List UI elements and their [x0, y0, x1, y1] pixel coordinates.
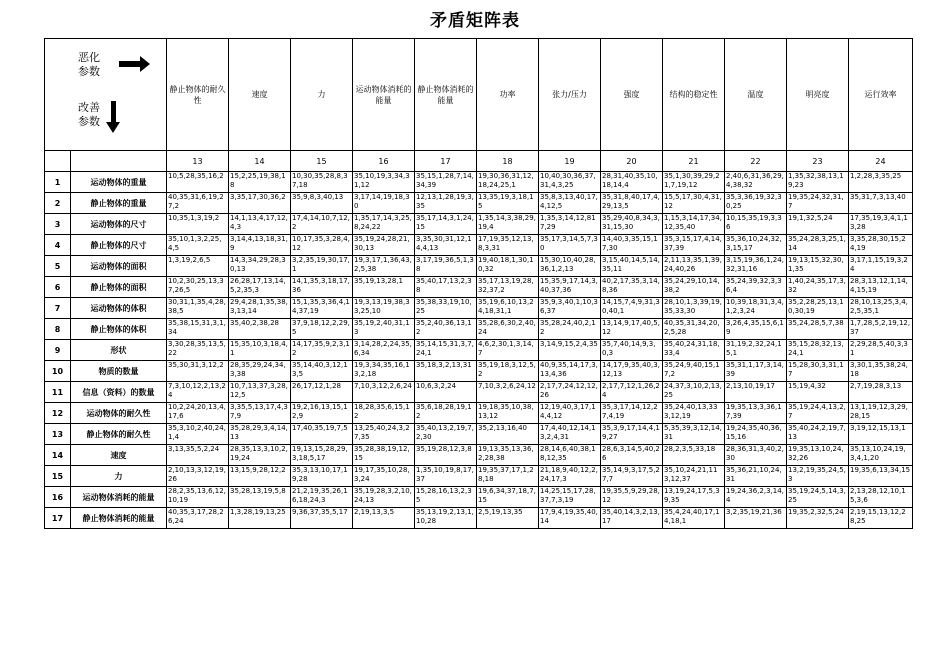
row-number: 3: [45, 214, 71, 235]
matrix-cell: 19,35,13,10,24,32,26: [787, 445, 849, 466]
matrix-cell: 15,28,30,3,31,17: [787, 361, 849, 382]
matrix-cell: 35,19,24,4,13,2,7: [787, 403, 849, 424]
matrix-cell: 3,15,19,36,1,24,32,31,16: [725, 256, 787, 277]
matrix-cell: 35,28,13,19,5,8: [229, 487, 291, 508]
matrix-cell: 10,39,18,31,3,4,1,2,3,24: [725, 298, 787, 319]
matrix-cell: 1,2,28,3,35,25: [849, 172, 913, 193]
matrix-cell: 35,10,1,3,2,25,4,5: [167, 235, 229, 256]
matrix-cell: 28,3,13,12,1,14,4,15,19: [849, 277, 913, 298]
column-number: 17: [415, 151, 477, 172]
parameter-name: 静止物体的重量: [71, 193, 167, 214]
row-number: 4: [45, 235, 71, 256]
matrix-cell: 35,14,15,31,3,7,24,1: [415, 340, 477, 361]
table-row: [45, 298, 913, 319]
row-number: 8: [45, 319, 71, 340]
matrix-cell: 35,31,8,40,17,4,29,13,5: [601, 193, 663, 214]
matrix-cell: 19,40,18,1,30,10,32: [477, 256, 539, 277]
matrix-cell: 13,25,40,24,3,27,35: [353, 424, 415, 445]
matrix-cell: 19,2,16,13,15,12,9: [291, 403, 353, 424]
matrix-cell: 35,10,19,3,34,31,12: [353, 172, 415, 193]
matrix-cell: 2,13,28,12,10,15,3,6: [849, 487, 913, 508]
matrix-cell: 35,19,13,28,1: [353, 277, 415, 298]
matrix-cell: 3,13,35,5,2,24: [167, 445, 229, 466]
matrix-cell: 35,14,40,3,12,13,5: [291, 361, 353, 382]
matrix-cell: 35,19,24,5,14,3,25: [787, 487, 849, 508]
improve-label: 改善 参数: [78, 101, 100, 128]
matrix-cell: 2,10,13,3,12,19,26: [167, 466, 229, 487]
matrix-cell: 35,24,28,3,25,1,14: [787, 235, 849, 256]
row-number: 16: [45, 487, 71, 508]
worsen-label: 恶化 参数: [78, 51, 100, 78]
matrix-cell: 35,24,28,5,7,38: [787, 319, 849, 340]
column-number: 23: [787, 151, 849, 172]
matrix-cell: 3,35,30,31,12,14,4,13: [415, 235, 477, 256]
matrix-cell: 35,3,36,19,32,30,25: [725, 193, 787, 214]
matrix-cell: 35,24,40,13,333,12,19: [663, 403, 725, 424]
matrix-cell: 17,4,40,12,14,13,2,4,31: [539, 424, 601, 445]
matrix-cell: 14,3,34,29,28,30,13: [229, 256, 291, 277]
matrix-cell: 1,3,19,2,6,5: [167, 256, 229, 277]
matrix-cell: 35,19,18,3,12,5,2: [477, 361, 539, 382]
matrix-cell: 19,13,35,13,36,2,28,38: [477, 445, 539, 466]
matrix-cell: 4,6,2,30,1,3,14,7: [477, 340, 539, 361]
row-number: 12: [45, 403, 71, 424]
matrix-cell: 2,17,7,12,1,26,24: [601, 382, 663, 403]
matrix-cell: 35,28,38,19,12,15: [353, 445, 415, 466]
matrix-cell: 15,5,17,30,4,31,12: [663, 193, 725, 214]
matrix-cell: 35,3,15,17,4,14,37,39: [663, 235, 725, 256]
matrix-cell: 37,9,18,12,2,29,5: [291, 319, 353, 340]
table-row: [45, 403, 913, 424]
matrix-cell: 9,36,37,35,5,17: [291, 508, 353, 529]
table-row: [45, 235, 913, 256]
matrix-cell: 2,19,15,13,12,28,25: [849, 508, 913, 529]
matrix-cell: 1,15,3,14,17,34,12,35,40: [663, 214, 725, 235]
matrix-cell: 13,19,24,17,5,39,35: [663, 487, 725, 508]
matrix-cell: 1,35,32,38,13,19,23: [787, 172, 849, 193]
matrix-cell: 19,35,6,13,34,15: [849, 466, 913, 487]
matrix-cell: 2,40,6,31,36,29,4,38,32: [725, 172, 787, 193]
row-number: 2: [45, 193, 71, 214]
row-number: 15: [45, 466, 71, 487]
matrix-cell: 14,1,13,4,17,12,4,3: [229, 214, 291, 235]
parameter-name: 速度: [71, 445, 167, 466]
matrix-cell: 3,30,28,35,13,5,22: [167, 340, 229, 361]
column-header: 张力/压力: [539, 39, 601, 151]
matrix-cell: 35,15,28,32,13,24,1: [787, 340, 849, 361]
matrix-cell: 35,40,24,2,19,7,13: [787, 424, 849, 445]
matrix-cell: 35,10,24,21,113,12,37: [663, 466, 725, 487]
row-number: 1: [45, 172, 71, 193]
matrix-cell: 21,18,9,40,12,2,24,17,3: [539, 466, 601, 487]
matrix-cell: 10,2,24,20,13,4,17,6: [167, 403, 229, 424]
matrix-cell: 1,40,24,35,17,3,32: [787, 277, 849, 298]
matrix-cell: 19,3,13,19,38,33,25,10: [353, 298, 415, 319]
matrix-cell: 14,25,15,17,28,37,7,3,19: [539, 487, 601, 508]
matrix-cell: 35,19,24,28,21,30,13: [353, 235, 415, 256]
matrix-cell: 3,35,17,30,36,2: [229, 193, 291, 214]
column-header: 明亮度: [787, 39, 849, 151]
matrix-cell: 3,30,1,35,38,24,18: [849, 361, 913, 382]
matrix-cell: 35,19,6,10,13,24,18,31,1: [477, 298, 539, 319]
column-number-row: [45, 151, 913, 172]
matrix-cell: 15,35,9,17,14,3,40,37,36: [539, 277, 601, 298]
matrix-cell: 3,26,4,35,15,6,19: [725, 319, 787, 340]
column-number: 13: [167, 151, 229, 172]
matrix-cell: 28,6,3,14,5,40,26: [601, 445, 663, 466]
matrix-cell: 2,29,28,5,40,3,31: [849, 340, 913, 361]
matrix-cell: 14,17,35,9,2,3,12: [291, 340, 353, 361]
table-row: [45, 193, 913, 214]
matrix-cell: 28,10,1,3,39,19,35,33,30: [663, 298, 725, 319]
matrix-cell: 26,17,12,1,28: [291, 382, 353, 403]
matrix-cell: 19,1,32,5,24: [787, 214, 849, 235]
parameter-name: 运动物体消耗的能量: [71, 487, 167, 508]
table-row: [45, 445, 913, 466]
matrix-cell: 2,7,19,28,3,13: [849, 382, 913, 403]
matrix-cell: 19,24,35,40,36,15,16: [725, 424, 787, 445]
table-row: [45, 424, 913, 445]
column-header: 力: [291, 39, 353, 151]
matrix-cell: 35,28,6,30,2,40,24: [477, 319, 539, 340]
matrix-cell: 2,17,7,24,12,12,26: [539, 382, 601, 403]
matrix-cell: 3,17,1,15,19,3,24: [849, 256, 913, 277]
matrix-cell: 7,3,10,12,2,13,24: [167, 382, 229, 403]
header-row: [45, 39, 913, 151]
matrix-cell: 15,1,35,3,36,4,14,37,19: [291, 298, 353, 319]
parameter-name: 信息（资料）的数量: [71, 382, 167, 403]
matrix-cell: 3,14,28,2,24,35,6,34: [353, 340, 415, 361]
matrix-cell: 10,40,30,36,37,31,4,3,25: [539, 172, 601, 193]
matrix-cell: 35,2,40,36,13,12: [415, 319, 477, 340]
matrix-cell: 35,13,10,24,19,3,4,1,20: [849, 445, 913, 466]
matrix-cell: 3,15,40,14,5,14,35,11: [601, 256, 663, 277]
matrix-cell: 35,17,14,3,1,24,15: [415, 214, 477, 235]
matrix-cell: 28,2,3,5,33,18: [663, 445, 725, 466]
matrix-cell: 13,35,19,3,18,15: [477, 193, 539, 214]
matrix-cell: 13,15,9,28,12,2: [229, 466, 291, 487]
parameter-name: 形状: [71, 340, 167, 361]
column-number: 20: [601, 151, 663, 172]
matrix-cell: 3,2,35,19,30,17,1: [291, 256, 353, 277]
table-row: [45, 508, 913, 529]
column-header: 速度: [229, 39, 291, 151]
matrix-cell: 13,14,9,17,40,5,12: [601, 319, 663, 340]
matrix-cell: 17,35,19,3,4,1,13,28: [849, 214, 913, 235]
contradiction-matrix-table: [44, 38, 913, 529]
matrix-cell: 35,3,9,17,14,4,19,27: [601, 424, 663, 445]
matrix-cell: 3,35,5,13,17,4,37,9: [229, 403, 291, 424]
column-header: 强度: [601, 39, 663, 151]
page-title: 矛盾矩阵表: [430, 11, 520, 31]
matrix-cell: 35,8,3,13,40,17,4,12,5: [539, 193, 601, 214]
matrix-cell: 7,10,3,2,6,24,12: [477, 382, 539, 403]
column-number: 14: [229, 151, 291, 172]
table-row: [45, 256, 913, 277]
matrix-cell: 19,35,5,9,29,28,12: [601, 487, 663, 508]
matrix-cell: 10,15,35,19,3,36: [725, 214, 787, 235]
matrix-cell: 35,40,24,31,18,33,4: [663, 340, 725, 361]
matrix-cell: 19,30,36,31,12,18,24,25,1: [477, 172, 539, 193]
matrix-cell: 19,35,24,32,31,7: [787, 193, 849, 214]
row-number: 5: [45, 256, 71, 277]
parameter-name: 运动物体的面积: [71, 256, 167, 277]
matrix-cell: 19,18,35,10,38,13,12: [477, 403, 539, 424]
matrix-cell: 2,13,10,19,17: [725, 382, 787, 403]
matrix-cell: 5,35,39,3,12,14,31: [663, 424, 725, 445]
matrix-corner: [45, 39, 167, 151]
matrix-cell: 19,24,36,2,3,14,4: [725, 487, 787, 508]
matrix-cell: 1,35,14,3,38,29,19,4: [477, 214, 539, 235]
matrix-cell: 40,35,31,34,20,2,5,28: [663, 319, 725, 340]
row-number: 14: [45, 445, 71, 466]
matrix-cell: 15,28,16,13,2,35: [415, 487, 477, 508]
column-number: 19: [539, 151, 601, 172]
row-number: 17: [45, 508, 71, 529]
matrix-cell: 35,40,17,13,2,38: [415, 277, 477, 298]
matrix-cell: 35,2,28,25,13,10,30,19: [787, 298, 849, 319]
matrix-cell: 30,31,1,35,4,28,38,5: [167, 298, 229, 319]
matrix-cell: 17,40,35,19,7,5: [291, 424, 353, 445]
matrix-cell: 19,35,2,32,5,24: [787, 508, 849, 529]
matrix-cell: 28,31,40,35,10,18,14,4: [601, 172, 663, 193]
matrix-cell: 17,19,35,12,13,8,3,31: [477, 235, 539, 256]
column-header: 运行效率: [849, 39, 913, 151]
matrix-cell: 3,17,19,36,5,1,38: [415, 256, 477, 277]
matrix-cell: 35,7,40,14,9,3,0,3: [601, 340, 663, 361]
matrix-cell: 31,19,2,32,24,15,1: [725, 340, 787, 361]
matrix-cell: 35,24,29,10,14,38,2: [663, 277, 725, 298]
row-number: 9: [45, 340, 71, 361]
matrix-cell: 26,28,17,13,14,5,2,35,3: [229, 277, 291, 298]
matrix-cell: 35,19,2,40,31,13: [353, 319, 415, 340]
matrix-cell: 17,9,4,19,35,40,14: [539, 508, 601, 529]
column-number: 16: [353, 151, 415, 172]
matrix-cell: 35,3,13,10,17,19,28: [291, 466, 353, 487]
matrix-cell: 28,2,35,13,6,12,10,19: [167, 487, 229, 508]
row-number: 6: [45, 277, 71, 298]
matrix-cell: 3,35,28,30,15,24,19: [849, 235, 913, 256]
matrix-cell: 19,35,13,3,36,17,39: [725, 403, 787, 424]
parameter-name: 运动物体的体积: [71, 298, 167, 319]
matrix-cell: 1,35,10,19,8,17,37: [415, 466, 477, 487]
parameter-name: 静止物体消耗的能量: [71, 508, 167, 529]
matrix-cell: 35,2,13,16,40: [477, 424, 539, 445]
parameter-name: 静止物体的体积: [71, 319, 167, 340]
row-number: 7: [45, 298, 71, 319]
matrix-cell: 10,2,30,25,13,37,26,5: [167, 277, 229, 298]
matrix-cell: 35,19,28,12,3,8: [415, 445, 477, 466]
column-header: 温度: [725, 39, 787, 151]
matrix-cell: 35,30,31,3,12,2: [167, 361, 229, 382]
matrix-cell: 35,9,3,40,1,10,36,37: [539, 298, 601, 319]
column-number: 22: [725, 151, 787, 172]
matrix-cell: 19,6,34,37,18,7,15: [477, 487, 539, 508]
row-number: 13: [45, 424, 71, 445]
matrix-cell: 35,28,29,3,4,14,13: [229, 424, 291, 445]
matrix-cell: 19,17,35,10,28,3,24: [353, 466, 415, 487]
matrix-cell: 15,35,10,3,18,4,1: [229, 340, 291, 361]
matrix-cell: 40,35,3,17,28,26,24: [167, 508, 229, 529]
column-header: 功率: [477, 39, 539, 151]
matrix-cell: 28,10,13,25,3,4,2,5,35,1: [849, 298, 913, 319]
matrix-cell: 35,36,10,24,32,3,15,17: [725, 235, 787, 256]
matrix-cell: 10,7,13,37,3,28,12,5: [229, 382, 291, 403]
matrix-cell: 10,17,35,3,28,4,12: [291, 235, 353, 256]
matrix-cell: 19,13,15,28,29,3,18,5,17: [291, 445, 353, 466]
matrix-cell: 17,4,14,10,7,12,2: [291, 214, 353, 235]
arrow-down-icon: [111, 101, 116, 123]
matrix-cell: 35,3,10,2,40,24,1,4: [167, 424, 229, 445]
matrix-cell: 35,1,30,39,29,21,7,19,12: [663, 172, 725, 193]
matrix-cell: 35,17,3,14,5,7,30: [539, 235, 601, 256]
matrix-cell: 15,2,25,19,38,18: [229, 172, 291, 193]
matrix-cell: 35,24,39,32,3,36,4: [725, 277, 787, 298]
column-header: 运动物体消耗的能量: [353, 39, 415, 151]
matrix-cell: 19,35,37,17,1,28,18: [477, 466, 539, 487]
matrix-cell: 12,13,1,28,19,3,35: [415, 193, 477, 214]
matrix-cell: 3,14,4,13,18,31,9: [229, 235, 291, 256]
table-row: [45, 487, 913, 508]
matrix-cell: 14,15,7,4,9,31,30,40,1: [601, 298, 663, 319]
matrix-cell: 35,15,1,28,7,14,34,39: [415, 172, 477, 193]
matrix-cell: 13,1,19,12,3,29,28,15: [849, 403, 913, 424]
parameter-name: 运动物体的耐久性: [71, 403, 167, 424]
matrix-cell: 35,31,1,17,3,14,39: [725, 361, 787, 382]
matrix-cell: 35,19,28,3,2,10,24,13: [353, 487, 415, 508]
matrix-cell: 3,19,12,15,13,1: [849, 424, 913, 445]
column-header: 静止物体消耗的能量: [415, 39, 477, 151]
matrix-cell: 28,14,6,40,38,18,12,35: [539, 445, 601, 466]
matrix-cell: 35,28,24,40,2,12: [539, 319, 601, 340]
matrix-cell: 1,35,3,14,12,817,29: [539, 214, 601, 235]
matrix-cell: 1,3,28,19,13,25: [229, 508, 291, 529]
matrix-cell: 35,14,9,3,17,5,27,7: [601, 466, 663, 487]
matrix-cell: 35,36,21,10,24,31: [725, 466, 787, 487]
matrix-cell: 19,3,17,1,36,43,2,5,38: [353, 256, 415, 277]
matrix-cell: 19,3,34,35,16,13,2,18: [353, 361, 415, 382]
matrix-cell: 2,5,19,13,35: [477, 508, 539, 529]
table-row: [45, 361, 913, 382]
matrix-cell: 28,35,29,24,34,3,38: [229, 361, 291, 382]
matrix-cell: 40,2,17,35,3,14,8,36: [601, 277, 663, 298]
matrix-cell: 14,17,9,35,40,3,12,13: [601, 361, 663, 382]
matrix-cell: 24,37,3,10,2,13,25: [663, 382, 725, 403]
matrix-cell: 28,35,13,3,10,2,19,24: [229, 445, 291, 466]
matrix-cell: 1,7,28,5,2,19,12,37: [849, 319, 913, 340]
table-row: [45, 172, 913, 193]
matrix-cell: 35,18,3,2,13,31: [415, 361, 477, 382]
parameter-name: 静止物体的面积: [71, 277, 167, 298]
matrix-cell: 29,4,28,1,35,38,3,13,14: [229, 298, 291, 319]
parameter-name: 力: [71, 466, 167, 487]
table-row: [45, 382, 913, 403]
parameter-name: 静止物体的尺寸: [71, 235, 167, 256]
matrix-cell: 35,31,7,3,13,40: [849, 193, 913, 214]
matrix-cell: 35,24,9,40,15,17,2: [663, 361, 725, 382]
matrix-cell: 35,6,18,28,19,12: [415, 403, 477, 424]
matrix-cell: 35,38,15,31,3,1,34: [167, 319, 229, 340]
table-row: [45, 340, 913, 361]
matrix-cell: 14,1,35,3,18,17,36: [291, 277, 353, 298]
column-number: 21: [663, 151, 725, 172]
parameter-name: 运动物体的重量: [71, 172, 167, 193]
arrow-right-icon: [119, 61, 141, 67]
matrix-cell: 14,40,3,35,15,17,30: [601, 235, 663, 256]
row-number: 10: [45, 361, 71, 382]
matrix-cell: 40,9,35,14,17,3,13,4,36: [539, 361, 601, 382]
table-row: [45, 466, 913, 487]
column-number: 18: [477, 151, 539, 172]
table-row: [45, 319, 913, 340]
matrix-cell: 18,28,35,6,15,12: [353, 403, 415, 424]
column-number: 15: [291, 151, 353, 172]
matrix-cell: 10,5,28,35,16,2: [167, 172, 229, 193]
column-number: 24: [849, 151, 913, 172]
matrix-cell: 35,40,2,38,28: [229, 319, 291, 340]
table-row: [45, 214, 913, 235]
matrix-cell: 3,17,14,19,18,30: [353, 193, 415, 214]
row-number: 11: [45, 382, 71, 403]
matrix-cell: 35,9,8,3,40,13: [291, 193, 353, 214]
matrix-cell: 2,19,13,3,5: [353, 508, 415, 529]
matrix-cell: 35,29,40,8,34,3,31,15,30: [601, 214, 663, 235]
matrix-cell: 28,36,31,3,40,2,30: [725, 445, 787, 466]
matrix-cell: 10,35,1,3,19,2: [167, 214, 229, 235]
matrix-cell: 40,35,31,6,19,27,2: [167, 193, 229, 214]
matrix-cell: 3,14,9,15,2,4,35: [539, 340, 601, 361]
column-header: 静止物体的耐久性: [167, 39, 229, 151]
matrix-cell: 15,30,10,40,28,36,1,2,13: [539, 256, 601, 277]
matrix-cell: 21,2,19,35,26,16,18,24,3: [291, 487, 353, 508]
matrix-cell: 35,40,14,3,2,13,17: [601, 508, 663, 529]
matrix-cell: 2,11,13,35,1,39,24,40,26: [663, 256, 725, 277]
matrix-cell: 3,2,35,19,21,36: [725, 508, 787, 529]
parameter-name: 运动物体的尺寸: [71, 214, 167, 235]
matrix-cell: 10,6,3,2,24: [415, 382, 477, 403]
matrix-cell: 35,3,17,14,12,27,4,19: [601, 403, 663, 424]
matrix-cell: 15,19,4,32: [787, 382, 849, 403]
matrix-cell: 10,30,35,28,8,37,18: [291, 172, 353, 193]
matrix-cell: 35,13,19,2,13,1,10,28: [415, 508, 477, 529]
matrix-cell: 7,10,3,12,2,6,24: [353, 382, 415, 403]
matrix-cell: 13,2,19,35,24,5,3: [787, 466, 849, 487]
matrix-cell: 1,35,17,14,3,25,8,24,22: [353, 214, 415, 235]
matrix-cell: 35,17,13,19,28,32,37,2: [477, 277, 539, 298]
matrix-cell: 35,4,24,40,17,14,18,1: [663, 508, 725, 529]
matrix-cell: 12,19,40,3,17,14,4,12: [539, 403, 601, 424]
parameter-name: 静止物体的耐久性: [71, 424, 167, 445]
parameter-name: 物质的数量: [71, 361, 167, 382]
matrix-cell: 35,38,33,19,10,25: [415, 298, 477, 319]
column-header: 结构的稳定性: [663, 39, 725, 151]
matrix-cell: 19,13,15,32,30,1,35: [787, 256, 849, 277]
matrix-cell: 35,40,13,2,19,7,2,30: [415, 424, 477, 445]
table-row: [45, 277, 913, 298]
